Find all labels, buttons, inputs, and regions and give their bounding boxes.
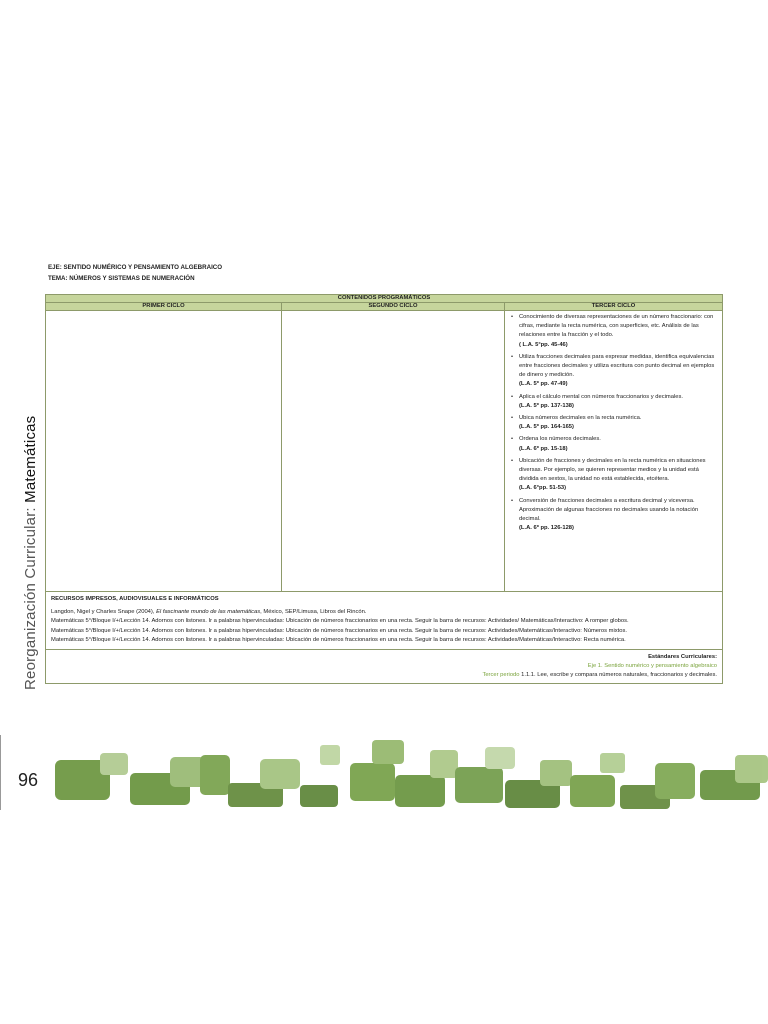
list-item [511, 414, 718, 432]
list-item [511, 497, 718, 534]
book-authors: Langdon, Nigel y Charles Snape (2004), [51, 609, 157, 616]
vertical-title-prefix: Reorganización Curricular: [22, 502, 39, 690]
period-label: Tercer periodo [482, 672, 520, 679]
item-ref: (L.A. 5º pp. 137-138) [519, 402, 574, 409]
item-text: Ubica números decimales en la recta numérica. [519, 415, 642, 422]
standards-cell [46, 650, 723, 684]
bullet-icon: • [511, 353, 514, 360]
contents-table [45, 294, 723, 684]
tema-label: TEMA: NÚMEROS Y SISTEMAS DE NUMERACIÓN [48, 275, 195, 282]
tercer-ciclo-cell [505, 311, 723, 592]
bullet-icon: • [511, 436, 514, 443]
column-segundo-ciclo: SEGUNDO CICLO [282, 303, 505, 311]
column-primer-ciclo: PRIMER CICLO [46, 303, 282, 311]
item-ref: (L.A. 5º pp. 47-49) [519, 381, 568, 388]
bullet-icon: • [511, 415, 514, 422]
list-item [511, 435, 718, 453]
item-ref: (L.A. 6º pp. 15-18) [519, 445, 568, 452]
table-title: CONTENIDOS PROGRAMÁTICOS [46, 295, 723, 303]
column-tercer-ciclo: TERCER CICLO [505, 303, 723, 311]
bullet-icon: • [511, 314, 514, 320]
resource-line: Matemáticas 5°/Bloque I/+/Lección 14. Adornos con listones. Ir a palabras hipervinculadas: Ubicación de números fraccionarios en una recta. Seguir la barra de recursos: Actividades/Matemáticas/Interactivo: Recta numérica. [51, 636, 626, 643]
period-text: 1.1.1. Lee, escribe y compara números naturales, fraccionarios y decimales. [519, 672, 718, 679]
page-number: 96 [18, 770, 39, 790]
bullet-icon: • [511, 393, 514, 400]
standards-title: Estándares Curriculares: [648, 654, 718, 661]
item-ref: (L.A. 5º pp. 164-165) [519, 424, 574, 431]
resource-book [51, 608, 717, 617]
item-ref: (L.A. 6º pp. 126-128) [519, 525, 574, 532]
item-text: Conversión de fracciones decimales a escritura decimal y viceversa. Aproximación de algunas fracciones no decimales usando la notación decimal. [519, 497, 699, 523]
book-rest: , México, SEP/Limusa, Libros del Rincón. [260, 609, 367, 616]
eje-label: EJE: SENTIDO NUMÉRICO Y PENSAMIENTO ALGEBRAICO [48, 264, 223, 271]
bullet-icon: • [511, 457, 514, 464]
item-text: Aplica el cálculo mental con números fraccionarios y decimales. [519, 393, 683, 400]
resources-title: RECURSOS IMPRESOS, AUDIOVISUALES E INFORMÁTICOS [51, 596, 219, 602]
segundo-ciclo-cell [282, 311, 505, 592]
standards-period-line [51, 671, 717, 680]
list-item [511, 313, 718, 350]
resources-cell [46, 592, 723, 650]
bullet-icon: • [511, 497, 514, 504]
list-item [511, 353, 718, 390]
item-text: Ubicación de fracciones y decimales en la recta numérica en situaciones diversas. Por ejemplo, se quieren representar medios y la unidad está dividida en sextos, la unidad no está establecida, etcétera. [519, 457, 706, 483]
standards-eje: Eje 1. Sentido numérico y pensamiento algebraico [587, 663, 718, 670]
vertical-title-subject: Matemáticas [22, 415, 39, 503]
list-item [511, 393, 718, 411]
item-text: Utiliza fracciones decimales para expresar medidas, identifica equivalencias entre fracciones decimales y utiliza escritura con punto decimal en ejemplos de dinero y medición. [519, 353, 715, 379]
vertical-section-title [22, 416, 39, 690]
axis-header [48, 262, 222, 284]
list-item [511, 457, 718, 494]
item-ref: ( L.A. 5°pp. 45-46) [519, 341, 568, 348]
item-ref: (L.A. 6°pp. 51-53) [519, 485, 567, 492]
item-text: Ordena los números decimales. [519, 436, 601, 443]
resource-line: Matemáticas 5°/Bloque I/+/Lección 14. Adornos con listones. Ir a palabras hipervinculadas: Ubicación de números fraccionarios en una recta. Seguir la barra de recursos: Actividades/Matemáticas/Interactivo: Números mixtos. [51, 627, 628, 634]
book-title: El fascinante mundo de las matemáticas [156, 609, 261, 616]
primer-ciclo-cell [46, 311, 282, 592]
resource-line: Matemáticas 5°/Bloque I/+/Lección 14. Adornos con listones. Ir a palabras hipervinculadas: Ubicación de números fraccionarios en una recta. Seguir la barra de recursos: Actividades/ Matemáticas/Interactivo: A romper globos. [51, 618, 629, 625]
item-text: Conocimiento de diversas representaciones de un número fraccionario: con cifras, mediante la recta numérica, con superficies, etc. Análisis de las relaciones entre la fracción y el todo. [519, 314, 714, 339]
decorative-green-squares [0, 735, 768, 810]
